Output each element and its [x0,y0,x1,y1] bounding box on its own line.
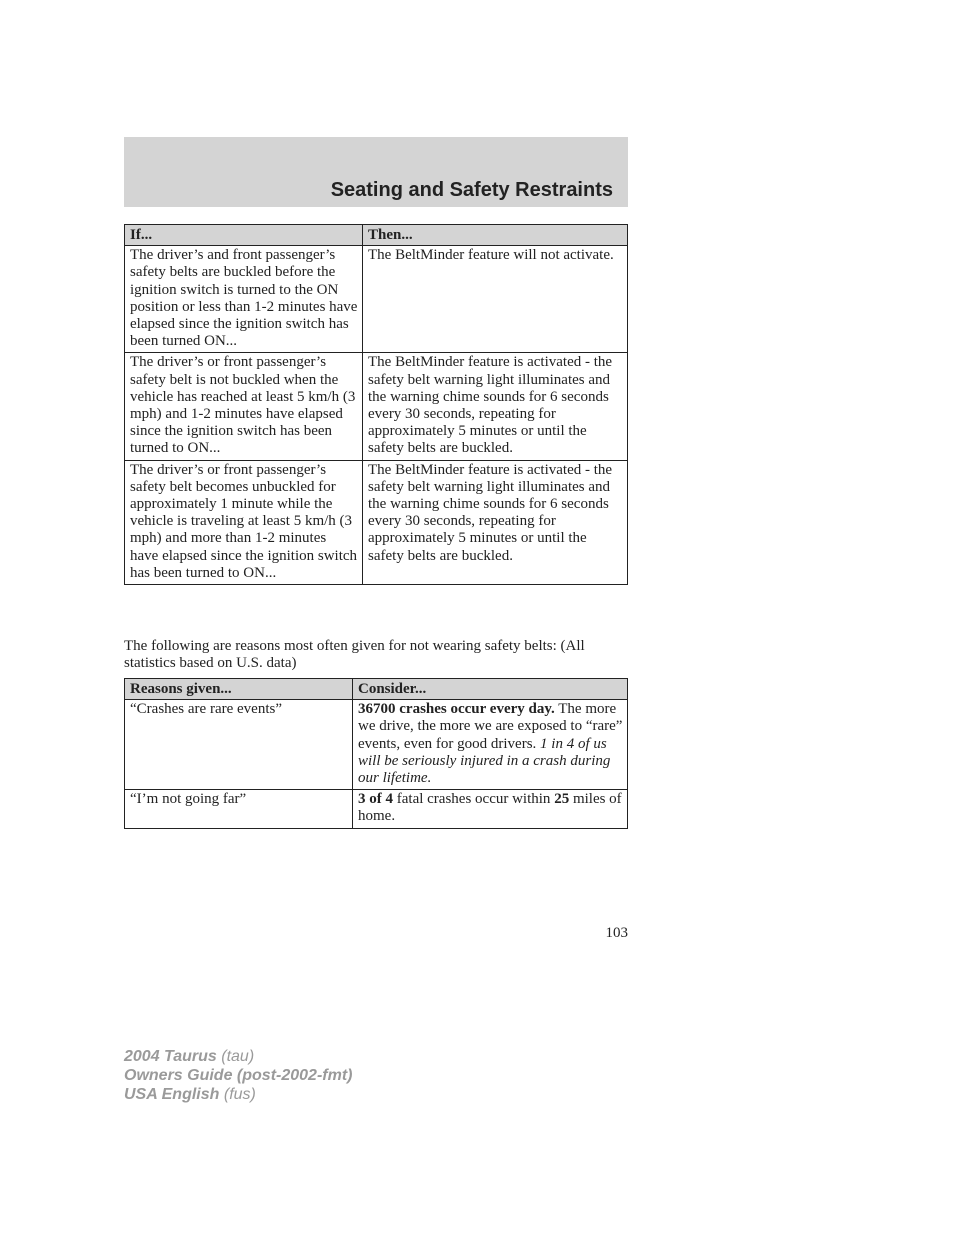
then-cell: The BeltMinder feature is activated - the safety belt warning light illuminates and the warning chime sounds for 6 seconds every 30 seconds, repeating for approximately 5 minutes or until the safety belts are buckled. [363,353,628,460]
consider-italic-text: 1 in 4 of us will be seriously injured in a crash during our lifetime. [358,735,611,787]
footer-guide: Owners Guide (post-2002-fmt) [124,1067,353,1084]
consider-cell [353,700,628,790]
column-header-if: If... [125,225,363,246]
consider-bold-text: 25 [554,791,570,808]
section-header-band [124,137,628,207]
consider-text: miles of home. [358,791,622,825]
document-footer [124,1047,352,1104]
if-cell: The driver’s or front passenger’s safety belt becomes unbuckled for approximately 1 minute while the vehicle is traveling at least 5 km/h (3 mph) and more than 1-2 minutes have elapsed since the ignition switch has been turned to ON... [125,460,363,584]
footer-model-code: (tau) [216,1048,255,1065]
intro-paragraph: The following are reasons most often given for not wearing safety belts: (All statistics based on U.S. data) [124,638,585,671]
footer-line [124,1047,352,1066]
if-cell: The driver’s or front passenger’s safety belt is not buckled when the vehicle has reached at least 5 km/h (3 mph) and 1-2 minutes have elapsed since the ignition switch has been turned to ON... [125,353,363,460]
consider-bold-text: 36700 crashes occur every day. [358,701,555,718]
beltminder-table [124,224,628,585]
consider-text: The more we drive, the more we are exposed to “rare” events, even for good drivers. [358,701,623,752]
table-row [125,246,628,353]
consider-cell [353,790,628,828]
if-cell: The driver’s and front passenger’s safety belts are buckled before the ignition switch is turned to the ON position or less than 1-2 minutes have elapsed since the ignition switch has been turned ON... [125,246,363,353]
column-header-consider: Consider... [353,679,628,700]
table-row [125,353,628,460]
consider-bold-text: 3 of 4 [358,791,393,808]
page-number: 103 [605,925,628,941]
reason-cell: “I’m not going far” [125,790,353,828]
reason-cell: “Crashes are rare events” [125,700,353,790]
consider-text: fatal crashes occur within [393,791,555,808]
table-row [125,790,628,828]
footer-language-code: (fus) [219,1086,256,1103]
table-row [125,460,628,584]
reasons-table [124,678,628,829]
then-cell: The BeltMinder feature will not activate. [363,246,628,353]
table-header-row [125,679,628,700]
footer-model: 2004 Taurus [124,1048,217,1065]
footer-line [124,1066,352,1085]
table-row [125,700,628,790]
footer-line [124,1085,352,1104]
column-header-reasons: Reasons given... [125,679,353,700]
then-cell: The BeltMinder feature is activated - the safety belt warning light illuminates and the warning chime sounds for 6 seconds every 30 seconds, repeating for approximately 5 minutes or until the safety belts are buckled. [363,460,628,584]
table-header-row [125,225,628,246]
section-title: Seating and Safety Restraints [330,179,613,201]
footer-language: USA English [124,1086,220,1103]
column-header-then: Then... [363,225,628,246]
